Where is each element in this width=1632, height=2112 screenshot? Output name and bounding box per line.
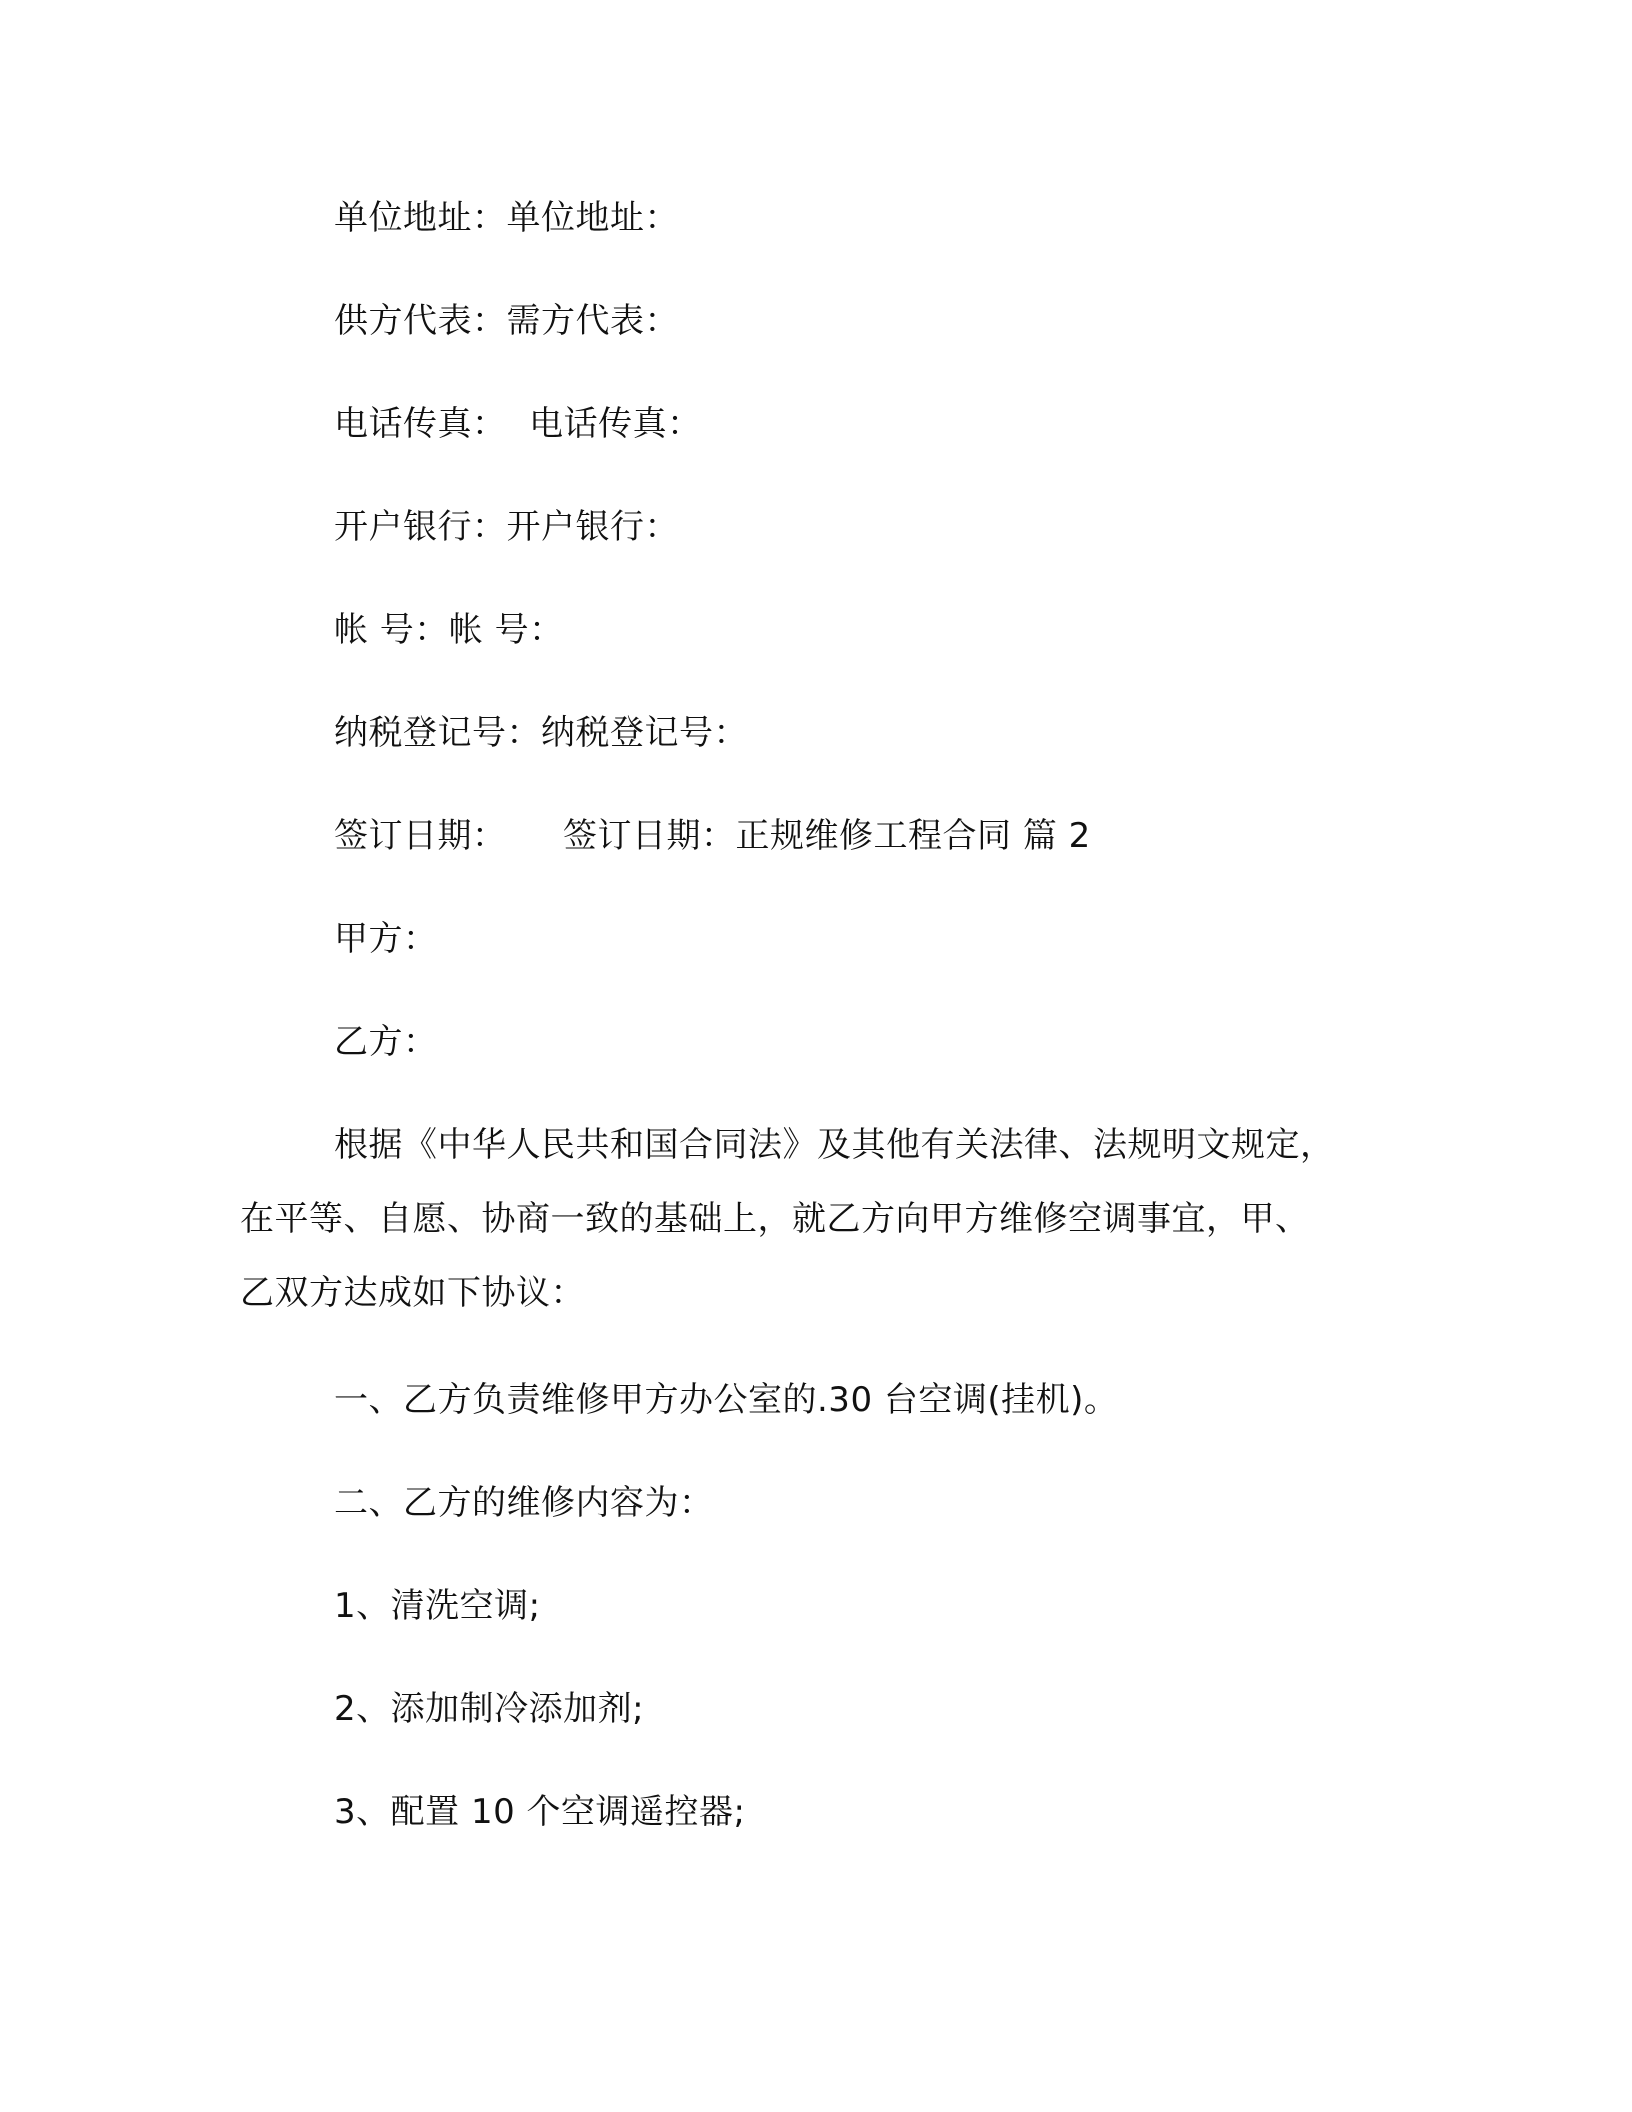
clause-two: 二、乙方的维修内容为：	[334, 1483, 714, 1523]
clause-one: 一、乙方负责维修甲方办公室的.30 台空调(挂机)。	[334, 1380, 1119, 1420]
clause-item-3: 3、配置 10 个空调遥控器;	[334, 1792, 746, 1832]
phone-fax-line: 电话传真： 电话传真：	[334, 404, 702, 444]
party-a-line: 甲方：	[334, 919, 438, 959]
representative-line: 供方代表：需方代表：	[334, 301, 679, 341]
clause-item-1: 1、清洗空调;	[334, 1586, 541, 1626]
paragraph-row: 乙双方达成如下协议：	[240, 1273, 585, 1313]
account-line: 帐 号：帐 号：	[334, 610, 564, 650]
paragraph-row: 在平等、自愿、协商一致的基础上，就乙方向甲方维修空调事宜，甲、	[240, 1199, 1310, 1239]
signing-date-line: 签订日期： 签订日期：正规维修工程合同 篇 2	[334, 816, 1091, 856]
bank-line: 开户银行：开户银行：	[334, 507, 679, 547]
tax-registration-line: 纳税登记号：纳税登记号：	[334, 713, 748, 753]
party-b-line: 乙方：	[334, 1022, 438, 1062]
paragraph-row: 根据《中华人民共和国合同法》及其他有关法律、法规明文规定，	[334, 1125, 1335, 1165]
unit-address-line: 单位地址：单位地址：	[334, 198, 679, 238]
clause-item-2: 2、添加制冷添加剂;	[334, 1689, 645, 1729]
